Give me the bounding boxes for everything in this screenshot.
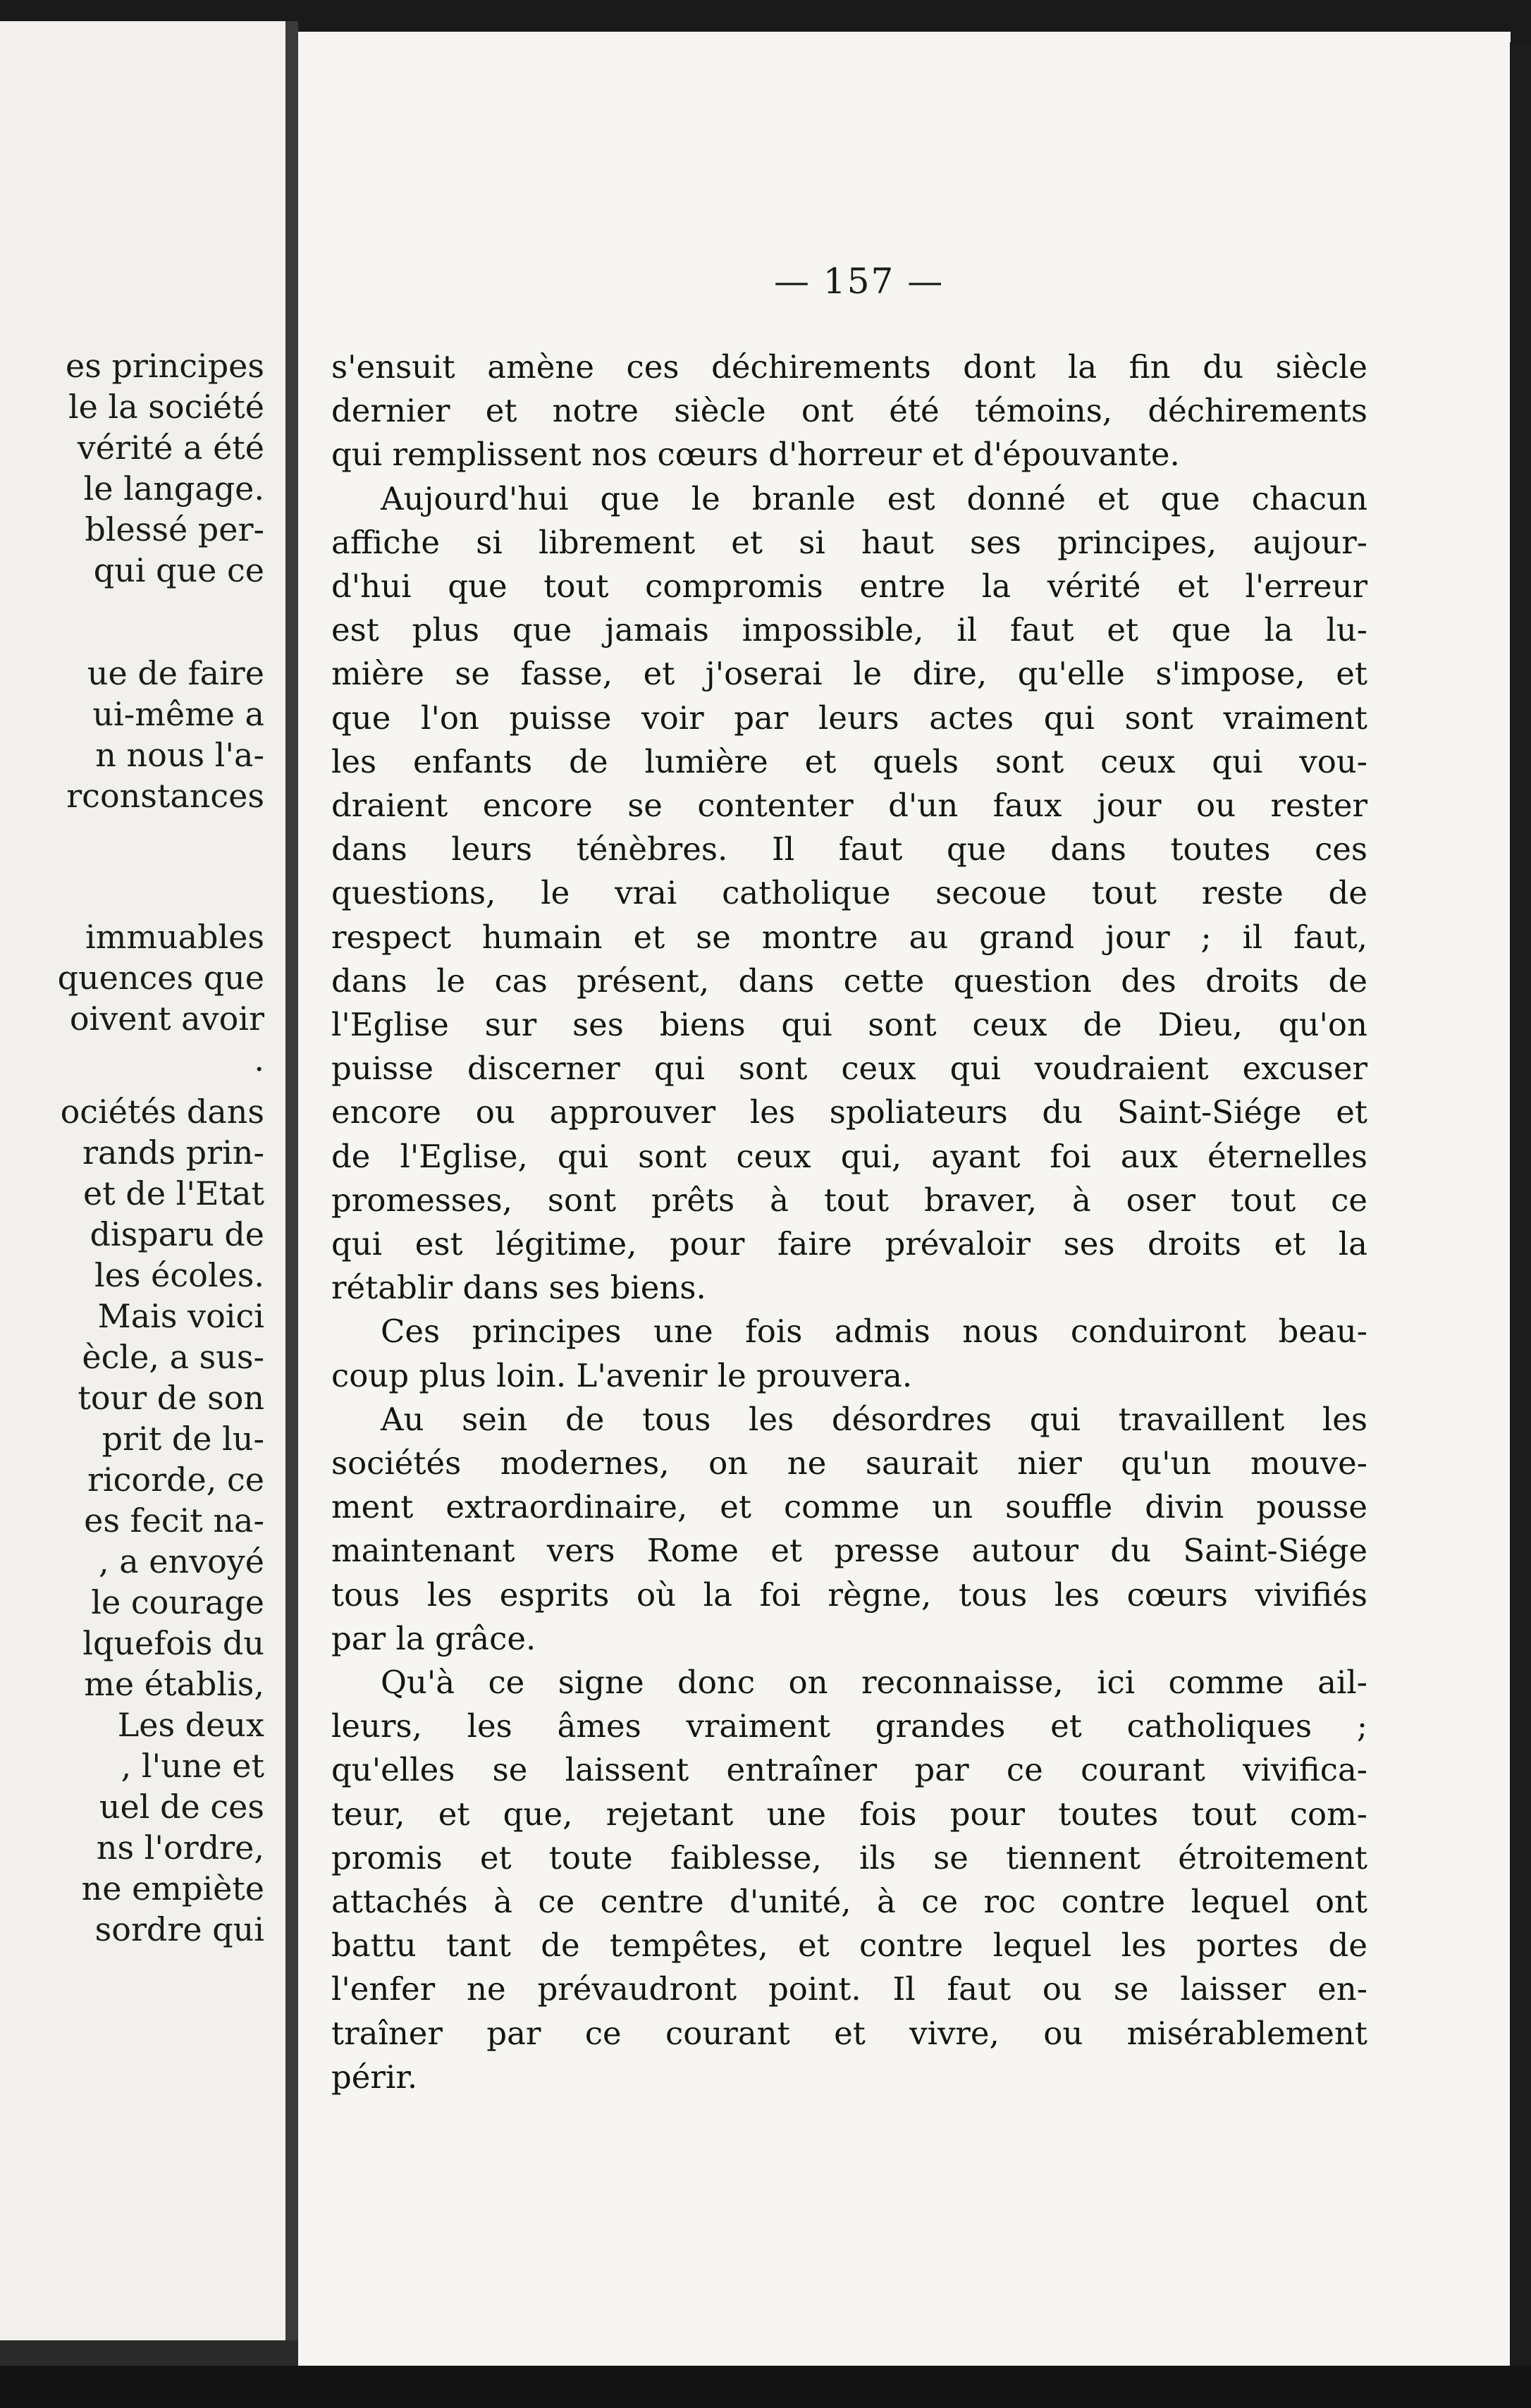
left-page-line: , a envoyé	[98, 1542, 264, 1580]
body-line: Ces principes une fois admis nous conduiront beau-	[381, 1313, 1367, 1351]
body-line: promis et toute faiblesse, ils se tiennent étroitement	[331, 1838, 1367, 1876]
left-page-line: immuables	[85, 918, 264, 956]
left-page-line: uel de ces	[99, 1788, 264, 1826]
body-line: l'enfer ne prévaudront point. Il faut ou se laisser en-	[331, 1970, 1367, 2008]
left-page-line: vérité a été	[77, 429, 264, 467]
body-line: traîner par ce courant et vivre, ou misérablement	[331, 2014, 1367, 2052]
left-page	[0, 21, 285, 2340]
body-line: qui remplissent nos cœurs d'horreur et d'épouvante.	[331, 436, 1180, 474]
left-page-line: les écoles.	[94, 1256, 264, 1294]
left-page-line: prit de lu-	[102, 1420, 264, 1458]
body-line: questions, le vrai catholique secoue tout reste de	[331, 874, 1367, 912]
left-page-line: le courage	[91, 1583, 264, 1621]
left-page-line: oivent avoir	[69, 1000, 264, 1038]
body-line: Qu'à ce signe donc on reconnaisse, ici comme ail-	[381, 1664, 1367, 1701]
left-page-line: et de l'Etat	[83, 1174, 264, 1212]
left-page-line: tour de son	[78, 1379, 264, 1417]
body-line: attachés à ce centre d'unité, à ce roc contre lequel ont	[331, 1883, 1367, 1920]
left-page-line: ricorde, ce	[87, 1461, 264, 1499]
body-line: Aujourd'hui que le branle est donné et que chacun	[381, 479, 1367, 517]
body-line: que l'on puisse voir par leurs actes qui sont vraiment	[331, 699, 1367, 737]
left-page-line: quences que	[57, 959, 264, 997]
book-gutter	[285, 21, 298, 2340]
body-line: mière se fasse, et j'oserai le dire, qu'elle s'impose, et	[331, 655, 1367, 693]
body-line: battu tant de tempêtes, et contre lequel les portes de	[331, 1927, 1367, 1965]
body-line: encore ou approuver les spoliateurs du Saint-Siége et	[331, 1093, 1367, 1131]
left-page-line: sordre qui	[94, 1910, 264, 1948]
left-page-line: me établis,	[84, 1665, 264, 1703]
left-page-line: .	[254, 1040, 264, 1079]
body-line: de l'Eglise, qui sont ceux qui, ayant foi aux éternelles	[331, 1137, 1367, 1175]
body-line: coup plus loin. L'avenir le prouvera.	[331, 1356, 913, 1394]
left-page-line: ne empiète	[81, 1869, 264, 1908]
left-page-line: , l'une et	[121, 1747, 264, 1785]
body-line: qui est légitime, pour faire prévaloir ses droits et la	[331, 1225, 1367, 1263]
body-line: promesses, sont prêts à tout braver, à oser tout ce	[331, 1181, 1367, 1219]
left-page-line: le la société	[68, 388, 264, 426]
left-page-line: ns l'ordre,	[96, 1829, 264, 1867]
left-page-line: es fecit na-	[84, 1501, 264, 1540]
body-line: draient encore se contenter d'un faux jour ou rester	[331, 787, 1367, 824]
body-line: sociétés modernes, on ne saurait nier qu'un mouve-	[331, 1444, 1367, 1482]
body-line: l'Eglise sur ses biens qui sont ceux de Dieu, qu'on	[331, 1006, 1367, 1043]
body-line: rétablir dans ses biens.	[331, 1269, 706, 1307]
body-line: affiche si librement et si haut ses principes, aujour-	[331, 523, 1367, 561]
left-page-line: ociétés dans	[60, 1093, 264, 1131]
left-page-line: disparu de	[90, 1215, 264, 1253]
body-line: d'hui que tout compromis entre la vérité et l'erreur	[331, 567, 1367, 605]
left-page-line: ue de faire	[87, 654, 264, 692]
body-line: dans le cas présent, dans cette question des droits de	[331, 962, 1367, 1000]
body-line: les enfants de lumière et quels sont ceux qui vou-	[331, 742, 1367, 780]
left-page-line: Les deux	[117, 1706, 264, 1744]
left-page-line: n nous l'a-	[95, 736, 264, 774]
left-page-line: Mais voici	[97, 1297, 264, 1335]
body-line: tous les esprits où la foi règne, tous les cœurs vivifiés	[331, 1575, 1367, 1614]
left-page-line: ui-même a	[92, 695, 264, 733]
left-page-line: qui que ce	[93, 551, 264, 589]
left-page-line: rconstances	[66, 777, 264, 815]
body-line: par la grâce.	[331, 1619, 536, 1657]
body-line: qu'elles se laissent entraîner par ce courant vivifica-	[331, 1751, 1367, 1789]
body-line: leurs, les âmes vraiment grandes et catholiques ;	[331, 1707, 1367, 1745]
left-page-line: lquefois du	[82, 1624, 264, 1662]
body-line: ment extraordinaire, et comme un souffle divin pousse	[331, 1488, 1367, 1526]
left-page-line: es principes	[66, 347, 264, 385]
scan-bottom-border	[0, 2366, 1531, 2408]
body-line: s'ensuit amène ces déchirements dont la fin du siècle	[331, 348, 1367, 386]
page-number: — 157 —	[774, 261, 945, 302]
left-page-line: rands prin-	[82, 1134, 264, 1172]
body-line: maintenant vers Rome et presse autour du Saint-Siége	[331, 1532, 1367, 1570]
body-line: teur, et que, rejetant une fois pour toutes tout com-	[331, 1795, 1367, 1833]
left-page-line: le langage.	[83, 469, 264, 508]
body-line: puisse discerner qui sont ceux qui voudraient excuser	[331, 1050, 1367, 1088]
body-line: dernier et notre siècle ont été témoins, déchirements	[331, 392, 1367, 430]
scan-right-border	[1510, 42, 1531, 2369]
body-line: respect humain et se montre au grand jour ; il faut,	[331, 918, 1367, 956]
body-line: est plus que jamais impossible, il faut et que la lu-	[331, 611, 1367, 649]
body-line: Au sein de tous les désordres qui travaillent les	[381, 1400, 1367, 1438]
left-page-line: ècle, a sus-	[82, 1338, 264, 1376]
left-page-line: blessé per-	[85, 510, 264, 548]
body-line: dans leurs ténèbres. Il faut que dans toutes ces	[331, 830, 1367, 868]
body-line: périr.	[331, 2058, 418, 2096]
